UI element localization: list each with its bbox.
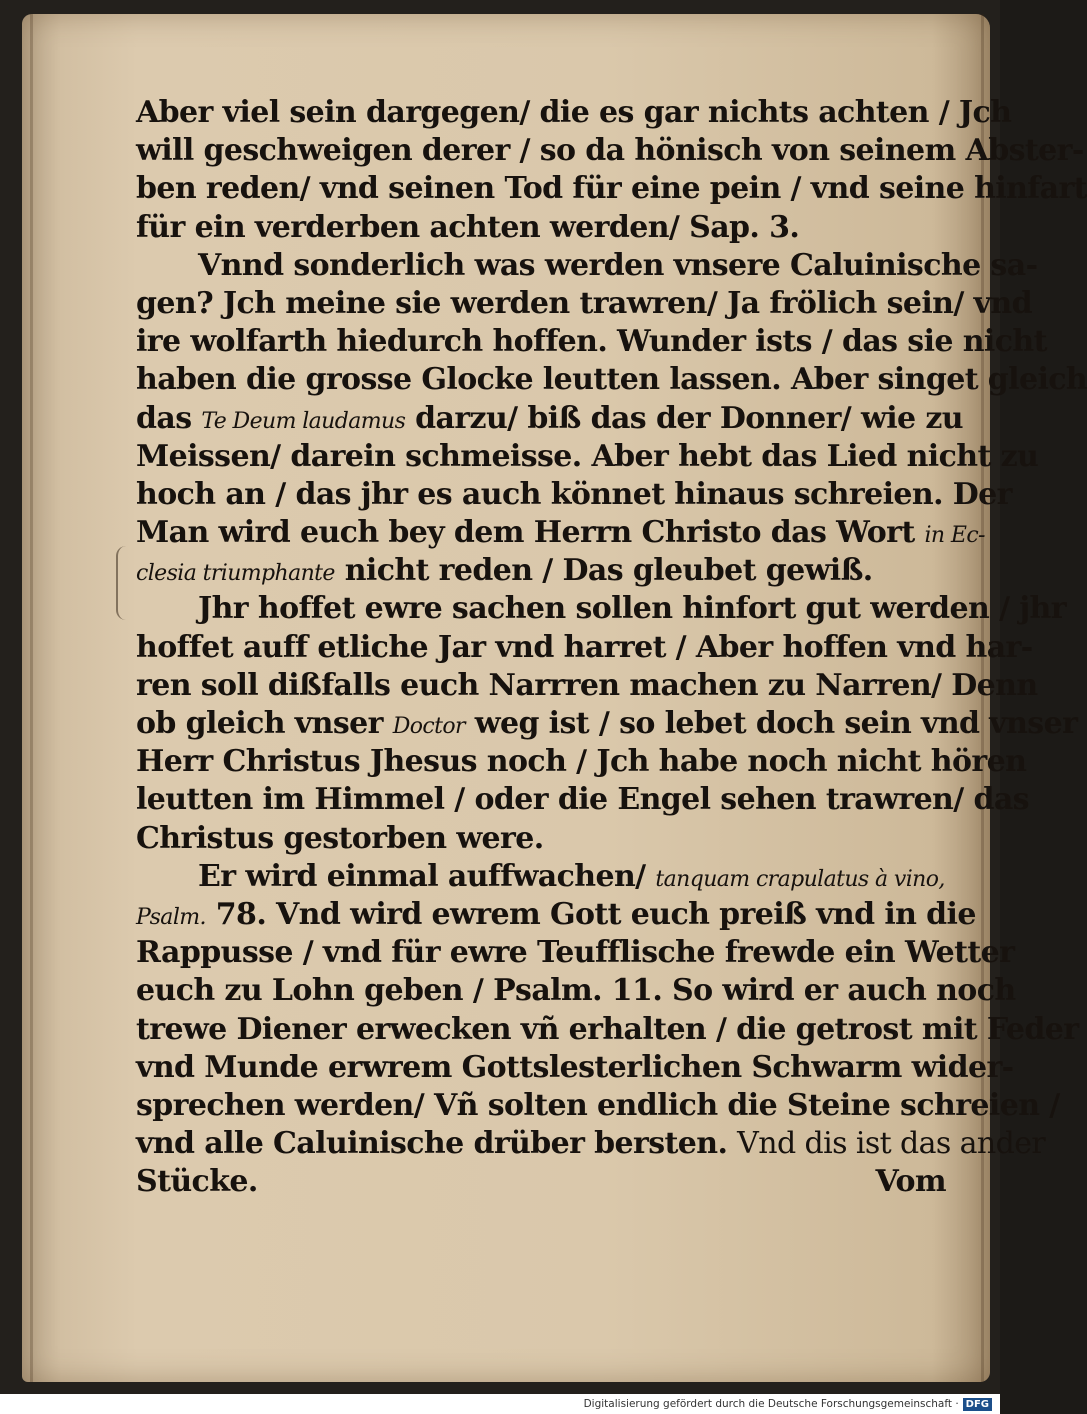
- italic-text: Psalm.: [136, 904, 206, 930]
- text-run: Stücke.: [136, 1164, 258, 1200]
- text-run: euch zu Lohn geben / Psalm. 11. So wird er auch noch: [136, 973, 1016, 1009]
- text-run: Herr Christus Jhesus noch / Jch habe noch nicht hören: [136, 744, 1027, 780]
- text-run: ire wolfarth hiedurch hoffen. Wunder ists / das sie nicht: [136, 324, 1047, 360]
- text-line: [136, 400, 963, 438]
- text-run: das: [136, 400, 202, 436]
- margin-bracket-mark: [116, 546, 132, 620]
- text-line: [136, 896, 976, 934]
- text-run: Jhr hoffet ewre sachen sollen hinfort gut werden / jhr: [198, 591, 1066, 627]
- text-run: ben reden/ vnd seinen Tod für eine pein / vnd seine hinfart: [136, 171, 1087, 207]
- text-run: trewe Diener erwecken vñ erhalten / die getrost mit Feder: [136, 1011, 1079, 1047]
- text-line: [136, 514, 985, 552]
- text-run: hoffet auff etliche Jar vnd harret / Aber hoffen vnd har-: [136, 629, 1033, 665]
- text-line: [136, 1011, 1079, 1049]
- text-line: [136, 552, 956, 590]
- text-line: [136, 590, 1066, 628]
- text-line: [136, 705, 1078, 743]
- text-line: [136, 209, 956, 247]
- text-run: darzu/ biß das der Donner/ wie zu: [405, 400, 963, 436]
- text-run: nicht reden / Das gleubet gewiß.: [334, 553, 873, 589]
- text-run: will geschweigen derer / so da hönisch von seinem Abster-: [136, 133, 1084, 169]
- text-line: [136, 476, 1012, 514]
- text-line: [136, 170, 1087, 208]
- text-run: Er wird einmal auffwachen/: [198, 858, 656, 894]
- text-line: [136, 247, 1038, 285]
- text-run: Meissen/ darein schmeisse. Aber hebt das Lied nicht zu: [136, 438, 1039, 474]
- text-line: [136, 1163, 956, 1201]
- text-line: [136, 743, 1027, 781]
- text-line: [136, 361, 1087, 399]
- text-run: gen? Jch meine sie werden trawren/ Ja frölich sein/ vnd: [136, 285, 1032, 321]
- italic-text: in Ec-: [924, 523, 985, 549]
- text-run: 78. Vnd wird ewrem Gott euch preiß vnd in die: [205, 896, 976, 932]
- text-run: hoch an / das jhr es auch könnet hinaus schreien. Der: [136, 476, 1012, 512]
- text-line: [136, 781, 1029, 819]
- italic-text: Te Deum laudamus: [201, 408, 406, 434]
- text-line: [136, 438, 1039, 476]
- italic-text: tanquam crapulatus à vino,: [655, 866, 945, 892]
- text-run: Vnnd sonderlich was werden vnsere Caluinische sa-: [198, 247, 1038, 283]
- text-line: [136, 820, 956, 858]
- text-run: ren soll dißfalls euch Narrren machen zu Narren/ Denn: [136, 667, 1038, 703]
- text-line: [136, 1125, 1046, 1163]
- text-run: leutten im Himmel / oder die Engel sehen trawren/ das: [136, 782, 1029, 818]
- italic-text: clesia triumphante: [136, 561, 335, 587]
- footer-credit: Digitalisierung gefördert durch die Deutsche Forschungsgemeinschaft ·: [583, 1398, 959, 1410]
- text-run: vnd Munde erwrem Gottslesterlichen Schwarm wider-: [136, 1049, 1014, 1085]
- text-line: [136, 858, 956, 896]
- text-line: [136, 629, 1033, 667]
- text-run: weg ist / so lebet doch sein vnd vnser: [464, 706, 1078, 741]
- text-run: sprechen werden/ Vñ solten endlich die Steine schreien /: [136, 1087, 1060, 1123]
- text-run: Rappusse / vnd für ewre Teufflische frewde ein Wetter: [136, 935, 1015, 971]
- page-edge-left: [30, 14, 33, 1382]
- text-run: Christus gestorben were.: [136, 820, 544, 856]
- text-line: [136, 285, 1032, 323]
- text-line: [136, 323, 1047, 361]
- text-run: Vnd dis ist das ander: [737, 1126, 1046, 1162]
- text-line: [136, 934, 1015, 972]
- dfg-logo: DFG: [963, 1398, 992, 1411]
- text-line: [136, 667, 1038, 705]
- text-run: haben die grosse Glocke leutten lassen. Aber singet gleich: [136, 362, 1087, 398]
- text-run: ob gleich vnser: [136, 706, 393, 741]
- page-text: [136, 94, 1087, 1201]
- catchword: Vom: [875, 1164, 946, 1200]
- text-line: [136, 1049, 1014, 1087]
- text-run: für ein verderben achten werden/ Sap. 3.: [136, 209, 800, 245]
- italic-text: Doctor: [392, 714, 465, 739]
- text-line: [136, 94, 1012, 132]
- text-run: Aber viel sein dargegen/ die es gar nichts achten / Jch: [136, 95, 1012, 130]
- text-run: Man wird euch bey dem Herrn Christo das Wort: [136, 515, 925, 551]
- footer-bar: [0, 1394, 1000, 1414]
- text-line: [136, 1087, 1060, 1125]
- text-run: vnd alle Caluinische drüber bersten.: [136, 1126, 738, 1162]
- text-line: [136, 132, 1084, 170]
- text-line: [136, 972, 1016, 1010]
